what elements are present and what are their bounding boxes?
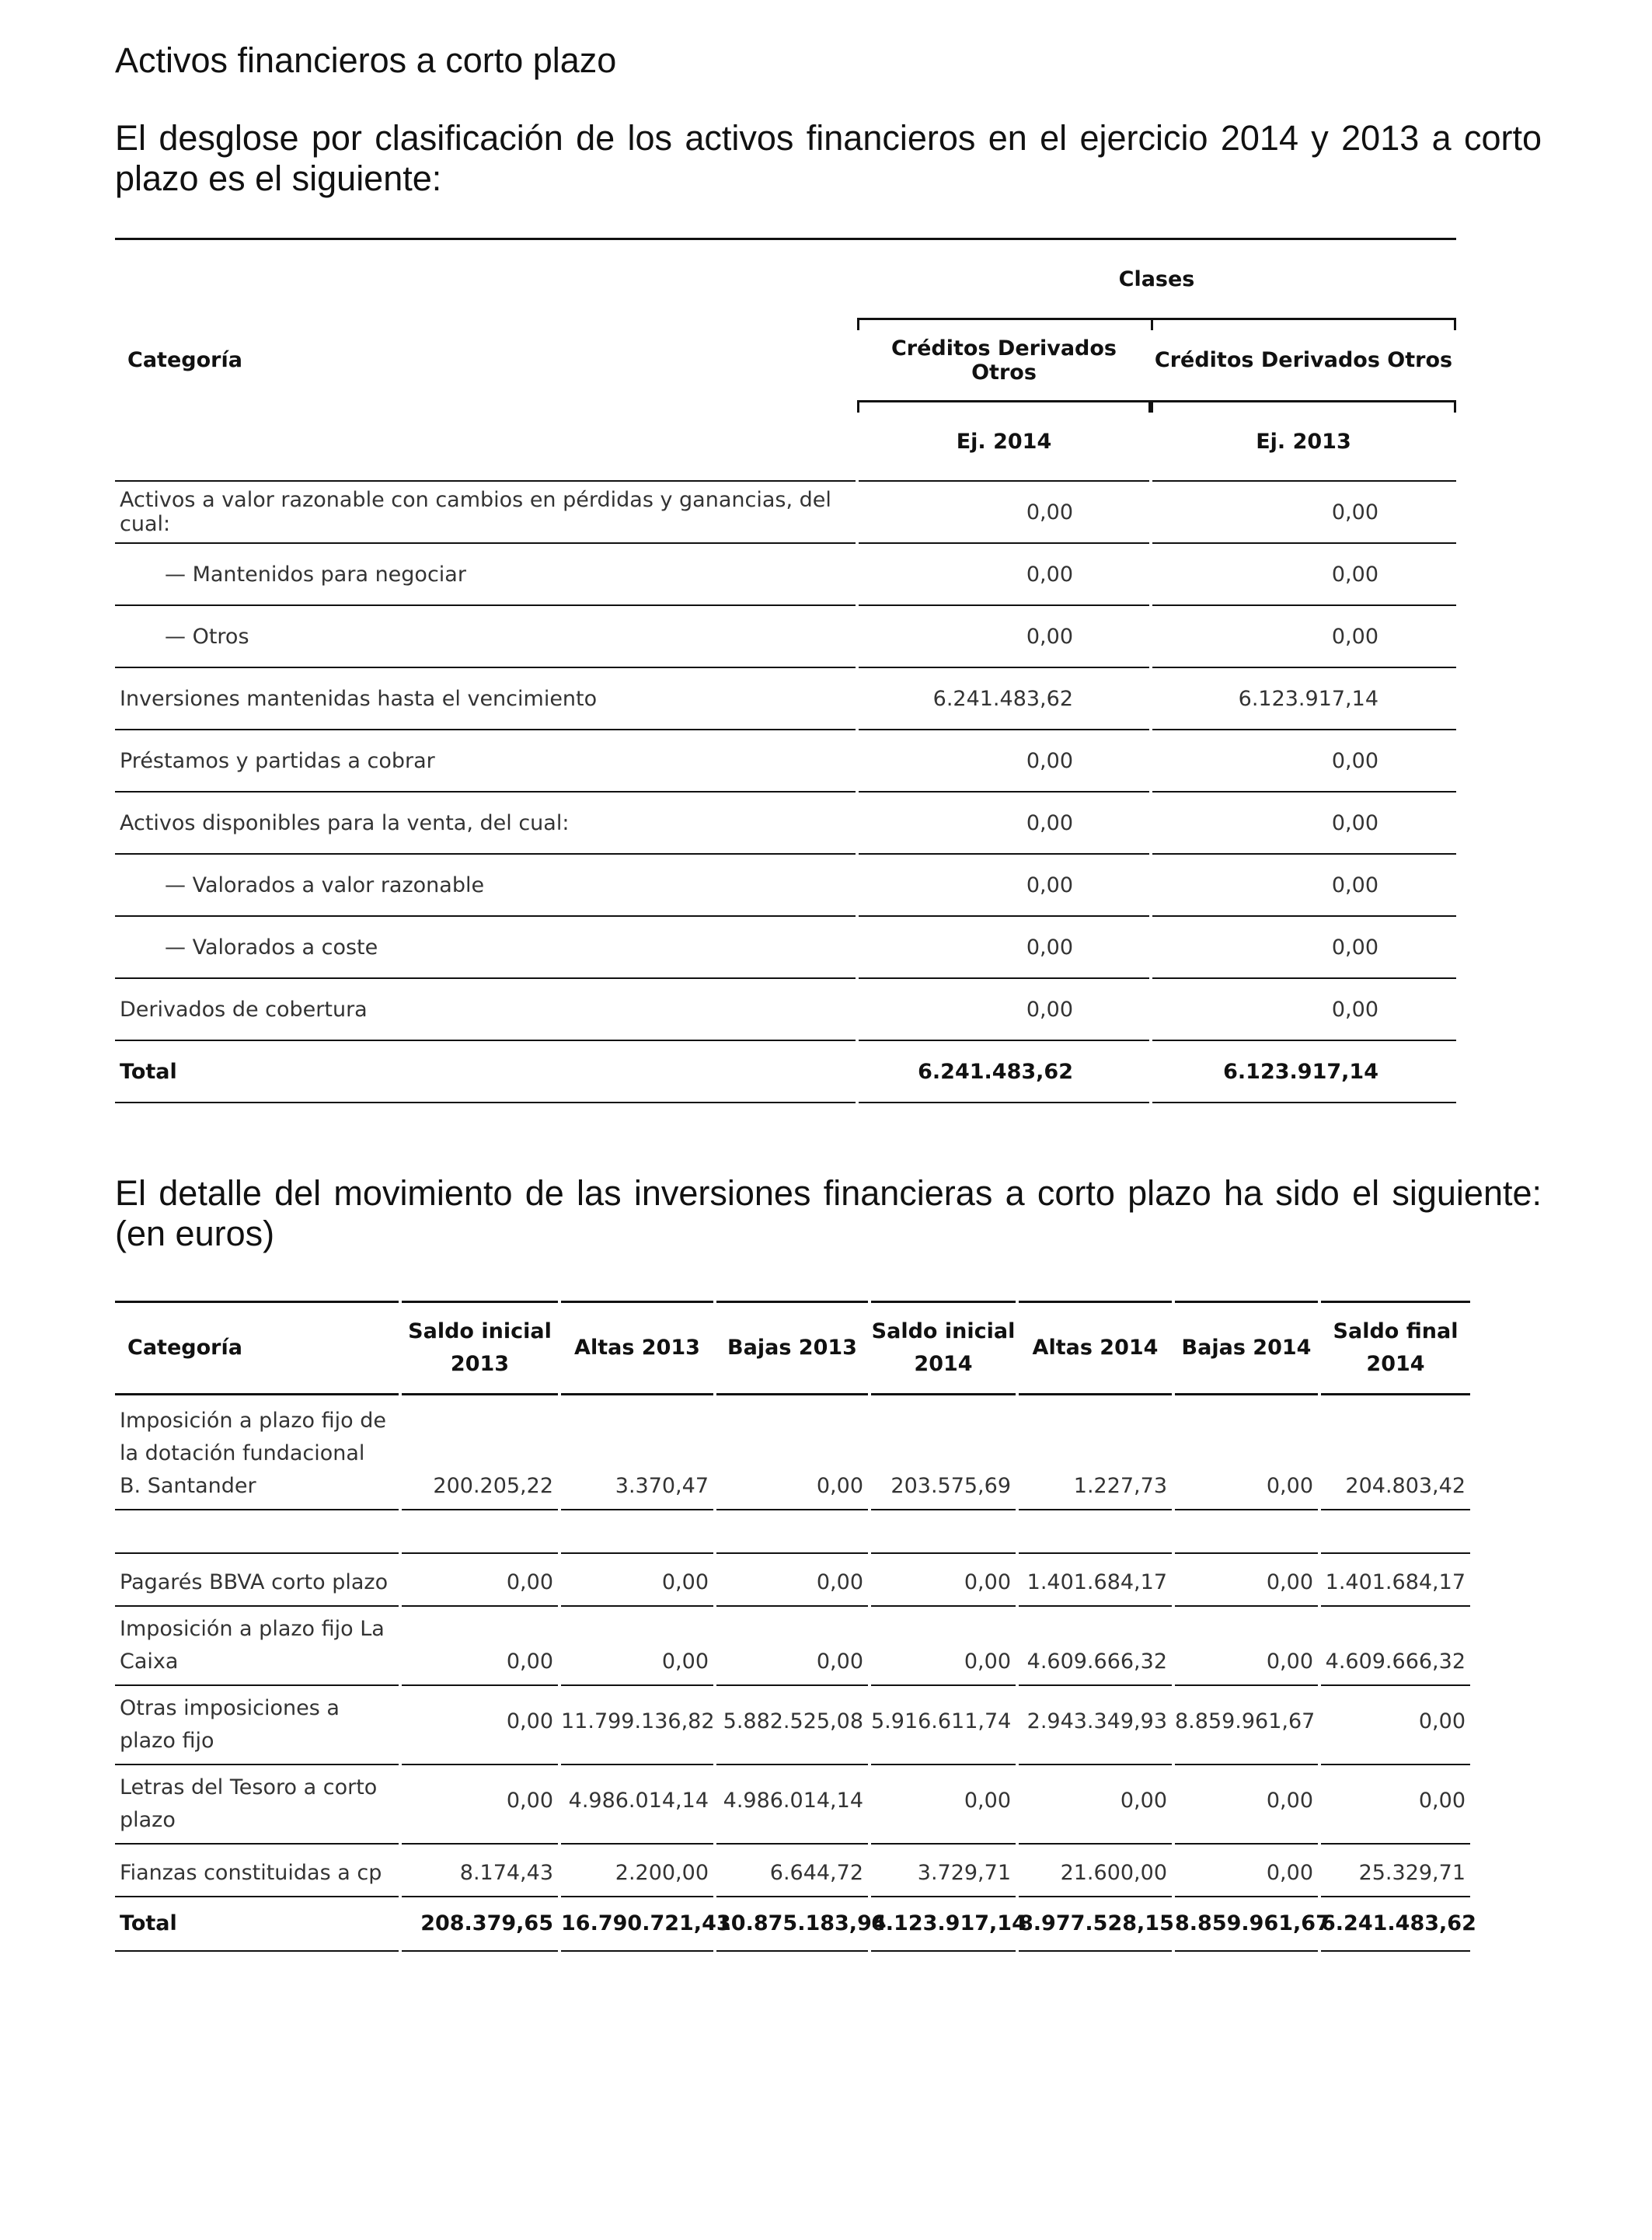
column-header: Altas 2013 [559, 1302, 715, 1395]
cell: 0,00 [400, 1685, 559, 1764]
value-2014: 0,00 [857, 543, 1151, 605]
column-header: Altas 2014 [1017, 1302, 1173, 1395]
table-row [115, 1764, 1470, 1844]
section-title: Activos financieros a corto plazo [115, 40, 617, 80]
table-row [115, 1606, 1470, 1685]
table-row [115, 792, 1456, 854]
column-header: Saldo inicial 2014 [870, 1302, 1017, 1395]
total-row [115, 1040, 1456, 1103]
cell: 200.205,22 [400, 1395, 559, 1510]
detail-paragraph: El detalle del movimiento de las inversiones financieras a corto plazo ha sido el siguiente: (en euros) [115, 1173, 1542, 1253]
cell: 4.986.014,14 [559, 1764, 715, 1844]
value-2014: 0,00 [857, 730, 1151, 792]
table-row [115, 916, 1456, 978]
cell: 4.986.014,14 [715, 1764, 870, 1844]
cell: 1.401.684,17 [1319, 1553, 1470, 1606]
column-header-category: Categoría [115, 1302, 400, 1395]
category-header: Categoría [127, 348, 242, 372]
value-2013: 0,00 [1151, 792, 1456, 854]
cell: 4.609.666,32 [1319, 1606, 1470, 1685]
class-header-2013: Créditos Derivados Otros [1151, 319, 1456, 402]
table-row [115, 978, 1456, 1040]
value-2013: 6.123.917,14 [1151, 667, 1456, 730]
cell: 0,00 [1319, 1764, 1470, 1844]
cell: 5.882.525,08 [715, 1685, 870, 1764]
table-row [115, 1844, 1470, 1897]
row-label: — Valorados a valor razonable [115, 854, 857, 916]
cell: 0,00 [559, 1606, 715, 1685]
cell: 0,00 [559, 1553, 715, 1606]
total-cell: 6.241.483,62 [1319, 1897, 1470, 1951]
table-row [115, 543, 1456, 605]
column-header: Saldo final 2014 [1319, 1302, 1470, 1395]
cell: 0,00 [870, 1553, 1017, 1606]
total-cell: 6.123.917,14 [870, 1897, 1017, 1951]
cell: 0,00 [715, 1395, 870, 1510]
cell: 0,00 [1319, 1685, 1470, 1764]
cell: 0,00 [400, 1606, 559, 1685]
total-row [115, 1897, 1470, 1951]
table-row [115, 605, 1456, 667]
cell: 203.575,69 [870, 1395, 1017, 1510]
value-2013: 0,00 [1151, 730, 1456, 792]
cell: 6.644,72 [715, 1844, 870, 1897]
total-label: Total [115, 1040, 857, 1103]
table-row [115, 481, 1456, 543]
row-label: Activos a valor razonable con cambios en pérdidas y ganancias, del cual: [115, 481, 857, 543]
row-label: — Otros [115, 605, 857, 667]
table-row [115, 854, 1456, 916]
cell: 2.943.349,93 [1017, 1685, 1173, 1764]
cell: 25.329,71 [1319, 1844, 1470, 1897]
movement-table [115, 1301, 1476, 1952]
row-label: Derivados de cobertura [115, 978, 857, 1040]
cell: 0,00 [1017, 1764, 1173, 1844]
row-label: Imposición a plazo fijo de la dotación fundacional B. Santander [115, 1395, 400, 1510]
row-label: Letras del Tesoro a corto plazo [115, 1764, 400, 1844]
value-2013: 0,00 [1151, 481, 1456, 543]
value-2013: 0,00 [1151, 978, 1456, 1040]
column-header: Bajas 2013 [715, 1302, 870, 1395]
cell: 4.609.666,32 [1017, 1606, 1173, 1685]
cell: 0,00 [715, 1553, 870, 1606]
row-label: Pagarés BBVA corto plazo [115, 1553, 400, 1606]
value-2014: 6.241.483,62 [857, 667, 1151, 730]
cell: 2.200,00 [559, 1844, 715, 1897]
table-row [115, 1685, 1470, 1764]
cell: 0,00 [1173, 1606, 1319, 1685]
cell: 0,00 [715, 1606, 870, 1685]
column-header: Saldo inicial 2013 [400, 1302, 559, 1395]
cell: 21.600,00 [1017, 1844, 1173, 1897]
group-header: Clases [1118, 267, 1195, 291]
total-2013: 6.123.917,14 [1151, 1040, 1456, 1103]
table-row [115, 730, 1456, 792]
row-label: Fianzas constituidas a cp [115, 1844, 400, 1897]
cell: 0,00 [1173, 1764, 1319, 1844]
table-row [115, 1553, 1470, 1606]
total-cell: 8.859.961,67 [1173, 1897, 1319, 1951]
value-2014: 0,00 [857, 854, 1151, 916]
table-row [115, 1395, 1470, 1510]
cell: 0,00 [870, 1764, 1017, 1844]
table-row [115, 667, 1456, 730]
row-label: Otras imposiciones a plazo fijo [115, 1685, 400, 1764]
cell: 8.174,43 [400, 1844, 559, 1897]
value-2014: 0,00 [857, 481, 1151, 543]
cell: 5.916.611,74 [870, 1685, 1017, 1764]
cell: 204.803,42 [1319, 1395, 1470, 1510]
value-2014: 0,00 [857, 792, 1151, 854]
value-2013: 0,00 [1151, 854, 1456, 916]
intro-paragraph: El desglose por clasificación de los activos financieros en el ejercicio 2014 y 2013 a corto plazo es el siguiente: [115, 118, 1542, 198]
cell: 0,00 [1173, 1395, 1319, 1510]
cell: 0,00 [1173, 1844, 1319, 1897]
row-label: — Mantenidos para negociar [115, 543, 857, 605]
row-label: Imposición a plazo fijo La Caixa [115, 1606, 400, 1685]
total-label: Total [115, 1897, 400, 1951]
cell: 11.799.136,82 [559, 1685, 715, 1764]
cell: 0,00 [400, 1553, 559, 1606]
total-2014: 6.241.483,62 [857, 1040, 1151, 1103]
row-label: Inversiones mantenidas hasta el vencimiento [115, 667, 857, 730]
cell: 0,00 [870, 1606, 1017, 1685]
row-label: Préstamos y partidas a cobrar [115, 730, 857, 792]
total-cell: 8.977.528,15 [1017, 1897, 1173, 1951]
class-header-2014: Créditos Derivados Otros [857, 319, 1151, 402]
value-2014: 0,00 [857, 916, 1151, 978]
cell: 8.859.961,67 [1173, 1685, 1319, 1764]
year-header-2014: Ej. 2014 [857, 402, 1151, 482]
cell: 1.227,73 [1017, 1395, 1173, 1510]
value-2013: 0,00 [1151, 543, 1456, 605]
total-cell: 208.379,65 [400, 1897, 559, 1951]
cell: 3.729,71 [870, 1844, 1017, 1897]
cell: 0,00 [1173, 1553, 1319, 1606]
cell: 1.401.684,17 [1017, 1553, 1173, 1606]
classification-table [115, 238, 1456, 1103]
cell: 3.370,47 [559, 1395, 715, 1510]
total-cell: 10.875.183,94 [715, 1897, 870, 1951]
row-label: — Valorados a coste [115, 916, 857, 978]
value-2014: 0,00 [857, 605, 1151, 667]
value-2014: 0,00 [857, 978, 1151, 1040]
value-2013: 0,00 [1151, 916, 1456, 978]
year-header-2013: Ej. 2013 [1151, 402, 1456, 482]
column-header: Bajas 2014 [1173, 1302, 1319, 1395]
value-2013: 0,00 [1151, 605, 1456, 667]
cell: 0,00 [400, 1764, 559, 1844]
row-label: Activos disponibles para la venta, del cual: [115, 792, 857, 854]
total-cell: 16.790.721,43 [559, 1897, 715, 1951]
